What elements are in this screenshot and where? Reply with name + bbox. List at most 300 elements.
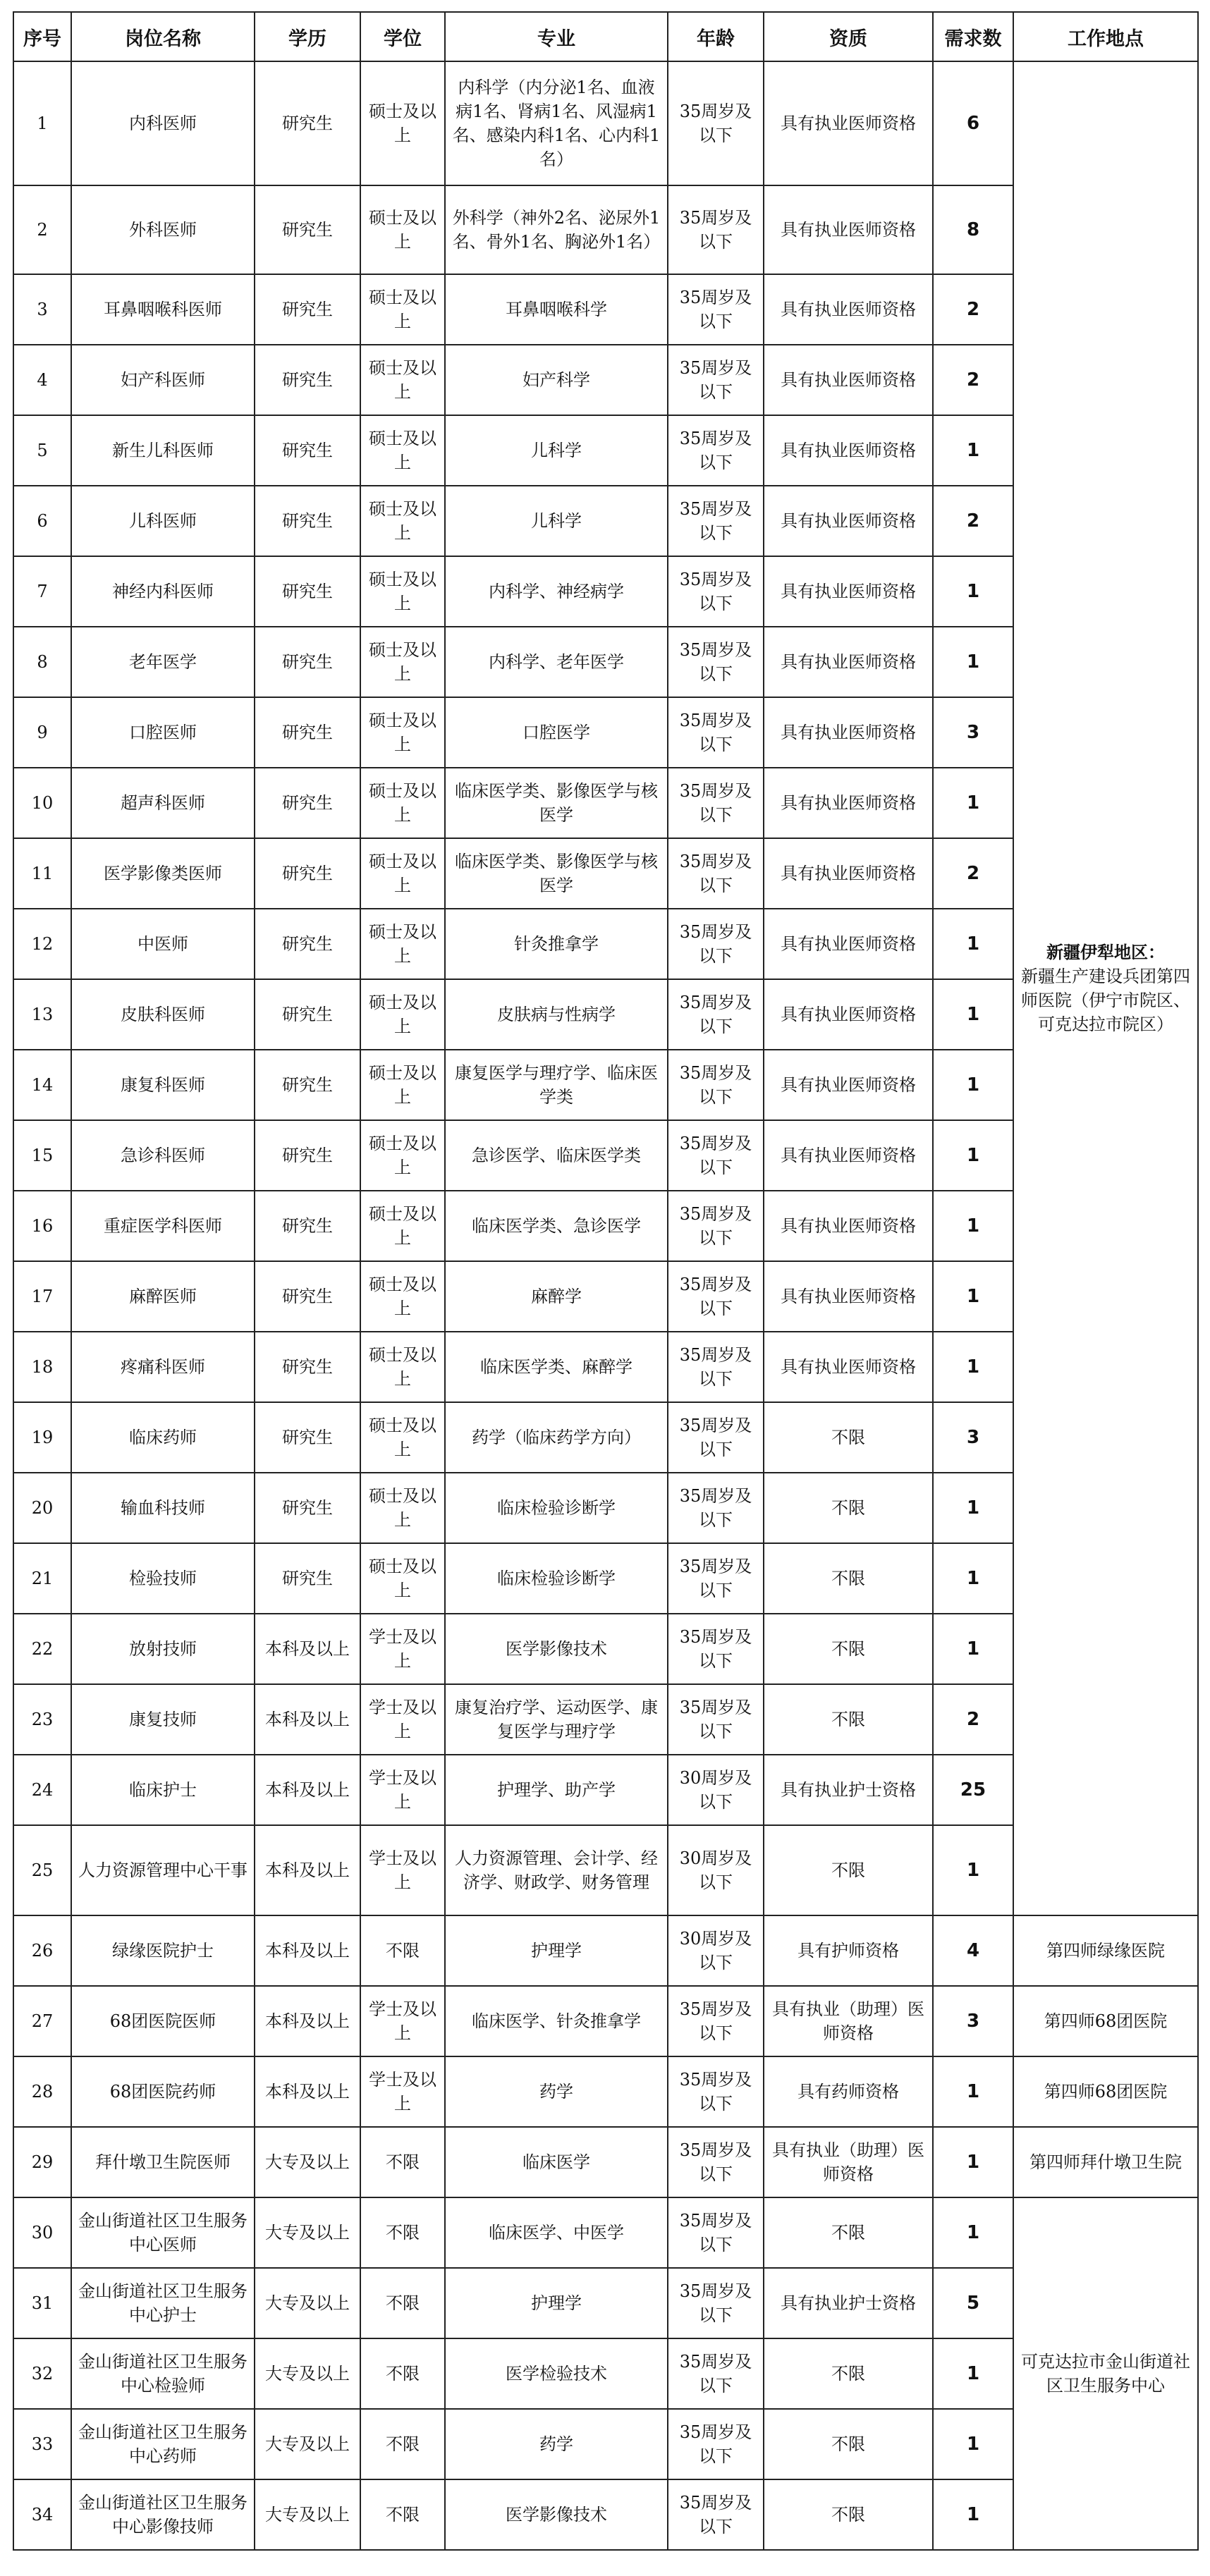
cell-age: 35周岁及以下 <box>668 1402 764 1473</box>
cell-age: 30周岁及以下 <box>668 1915 764 1986</box>
cell-location <box>1013 61 1198 1915</box>
header-position: 岗位名称 <box>71 12 255 61</box>
cell-id: 31 <box>13 2268 71 2338</box>
cell-degree: 学士及以上 <box>360 1614 445 1684</box>
cell-degree: 硕士及以上 <box>360 1473 445 1543</box>
cell-degree: 硕士及以上 <box>360 61 445 185</box>
cell-age: 35周岁及以下 <box>668 768 764 838</box>
cell-major: 内科学、老年医学 <box>445 627 668 697</box>
cell-education: 研究生 <box>255 627 360 697</box>
cell-education: 大专及以上 <box>255 2338 360 2409</box>
cell-degree: 不限 <box>360 2409 445 2479</box>
cell-major: 儿科学 <box>445 486 668 556</box>
cell-major: 护理学 <box>445 2268 668 2338</box>
cell-degree: 硕士及以上 <box>360 1402 445 1473</box>
cell-position: 神经内科医师 <box>71 556 255 627</box>
cell-age: 35周岁及以下 <box>668 838 764 909</box>
cell-count: 1 <box>933 627 1013 697</box>
cell-position: 新生儿科医师 <box>71 415 255 486</box>
cell-age: 35周岁及以下 <box>668 486 764 556</box>
cell-position: 重症医学科医师 <box>71 1191 255 1261</box>
cell-degree: 硕士及以上 <box>360 1191 445 1261</box>
cell-id: 17 <box>13 1261 71 1332</box>
cell-count: 25 <box>933 1755 1013 1825</box>
cell-education: 研究生 <box>255 61 360 185</box>
cell-major: 护理学 <box>445 1915 668 1986</box>
cell-position: 临床药师 <box>71 1402 255 1473</box>
cell-degree: 硕士及以上 <box>360 185 445 274</box>
cell-age: 35周岁及以下 <box>668 697 764 768</box>
cell-degree: 硕士及以上 <box>360 1261 445 1332</box>
cell-qualification: 具有执业医师资格 <box>764 909 933 979</box>
cell-qualification: 具有执业护士资格 <box>764 2268 933 2338</box>
cell-count: 1 <box>933 1332 1013 1402</box>
cell-id: 21 <box>13 1543 71 1614</box>
header-degree: 学位 <box>360 12 445 61</box>
cell-position: 68团医院药师 <box>71 2056 255 2127</box>
table-row <box>13 1986 1198 2056</box>
cell-id: 5 <box>13 415 71 486</box>
cell-position: 金山街道社区卫生服务中心医师 <box>71 2197 255 2268</box>
cell-degree: 不限 <box>360 2479 445 2550</box>
cell-position: 绿缘医院护士 <box>71 1915 255 1986</box>
cell-id: 9 <box>13 697 71 768</box>
cell-qualification: 不限 <box>764 1825 933 1915</box>
cell-age: 35周岁及以下 <box>668 185 764 274</box>
cell-id: 24 <box>13 1755 71 1825</box>
cell-major: 药学（临床药学方向） <box>445 1402 668 1473</box>
recruitment-table <box>13 11 1199 2551</box>
cell-age: 35周岁及以下 <box>668 1986 764 2056</box>
cell-major: 人力资源管理、会计学、经济学、财政学、财务管理 <box>445 1825 668 1915</box>
cell-count: 1 <box>933 2479 1013 2550</box>
cell-degree: 硕士及以上 <box>360 486 445 556</box>
cell-position: 拜什墩卫生院医师 <box>71 2127 255 2197</box>
cell-education: 大专及以上 <box>255 2127 360 2197</box>
cell-id: 6 <box>13 486 71 556</box>
cell-major: 护理学、助产学 <box>445 1755 668 1825</box>
cell-degree: 硕士及以上 <box>360 1050 445 1120</box>
cell-major: 外科学（神外2名、泌尿外1名、骨外1名、胸泌外1名） <box>445 185 668 274</box>
cell-location <box>1013 2056 1198 2127</box>
cell-qualification: 不限 <box>764 2338 933 2409</box>
cell-position: 外科医师 <box>71 185 255 274</box>
cell-id: 20 <box>13 1473 71 1543</box>
cell-education: 研究生 <box>255 1120 360 1191</box>
cell-qualification: 具有执业医师资格 <box>764 1332 933 1402</box>
cell-degree: 不限 <box>360 1915 445 1986</box>
cell-age: 35周岁及以下 <box>668 1543 764 1614</box>
cell-qualification: 具有执业医师资格 <box>764 1120 933 1191</box>
cell-id: 18 <box>13 1332 71 1402</box>
cell-qualification: 不限 <box>764 1402 933 1473</box>
cell-position: 耳鼻咽喉科医师 <box>71 274 255 345</box>
cell-count: 3 <box>933 697 1013 768</box>
cell-education: 本科及以上 <box>255 1986 360 2056</box>
cell-education: 研究生 <box>255 486 360 556</box>
cell-count: 1 <box>933 556 1013 627</box>
cell-major: 药学 <box>445 2409 668 2479</box>
cell-id: 11 <box>13 838 71 909</box>
cell-age: 35周岁及以下 <box>668 2409 764 2479</box>
cell-education: 大专及以上 <box>255 2409 360 2479</box>
cell-age: 35周岁及以下 <box>668 556 764 627</box>
cell-qualification: 具有执业医师资格 <box>764 979 933 1050</box>
cell-degree: 学士及以上 <box>360 2056 445 2127</box>
cell-id: 14 <box>13 1050 71 1120</box>
cell-education: 大专及以上 <box>255 2268 360 2338</box>
cell-qualification: 具有执业医师资格 <box>764 627 933 697</box>
cell-count: 1 <box>933 1191 1013 1261</box>
cell-count: 1 <box>933 1825 1013 1915</box>
cell-education: 本科及以上 <box>255 1684 360 1755</box>
cell-position: 金山街道社区卫生服务中心影像技师 <box>71 2479 255 2550</box>
cell-qualification: 具有执业医师资格 <box>764 185 933 274</box>
cell-age: 35周岁及以下 <box>668 274 764 345</box>
cell-education: 研究生 <box>255 345 360 415</box>
cell-degree: 硕士及以上 <box>360 274 445 345</box>
location-text: 第四师绿缘医院 <box>1046 1941 1165 1961</box>
cell-qualification: 具有执业医师资格 <box>764 1050 933 1120</box>
cell-count: 1 <box>933 979 1013 1050</box>
recruitment-table-wrapper <box>13 11 1199 2551</box>
cell-major: 医学检验技术 <box>445 2338 668 2409</box>
cell-count: 1 <box>933 2409 1013 2479</box>
cell-position: 疼痛科医师 <box>71 1332 255 1402</box>
cell-degree: 硕士及以上 <box>360 1332 445 1402</box>
cell-age: 35周岁及以下 <box>668 1050 764 1120</box>
cell-age: 35周岁及以下 <box>668 345 764 415</box>
cell-age: 35周岁及以下 <box>668 1614 764 1684</box>
cell-location <box>1013 1915 1198 1986</box>
cell-age: 35周岁及以下 <box>668 1684 764 1755</box>
location-title: 新疆伊犁地区： <box>1046 942 1165 962</box>
cell-major: 临床医学、中医学 <box>445 2197 668 2268</box>
cell-qualification: 具有执业医师资格 <box>764 697 933 768</box>
cell-position: 输血科技师 <box>71 1473 255 1543</box>
cell-major: 临床医学类、麻醉学 <box>445 1332 668 1402</box>
cell-id: 27 <box>13 1986 71 2056</box>
cell-qualification: 具有执业医师资格 <box>764 556 933 627</box>
cell-education: 研究生 <box>255 768 360 838</box>
cell-id: 1 <box>13 61 71 185</box>
cell-education: 本科及以上 <box>255 1755 360 1825</box>
cell-qualification: 不限 <box>764 2197 933 2268</box>
cell-count: 1 <box>933 768 1013 838</box>
cell-id: 29 <box>13 2127 71 2197</box>
cell-position: 儿科医师 <box>71 486 255 556</box>
header-major: 专业 <box>445 12 668 61</box>
cell-qualification: 具有执业（助理）医师资格 <box>764 1986 933 2056</box>
cell-age: 35周岁及以下 <box>668 909 764 979</box>
table-row <box>13 2056 1198 2127</box>
cell-degree: 硕士及以上 <box>360 909 445 979</box>
cell-education: 研究生 <box>255 274 360 345</box>
cell-major: 临床检验诊断学 <box>445 1543 668 1614</box>
cell-degree: 硕士及以上 <box>360 838 445 909</box>
cell-id: 34 <box>13 2479 71 2550</box>
cell-degree: 不限 <box>360 2338 445 2409</box>
cell-education: 研究生 <box>255 1261 360 1332</box>
cell-id: 33 <box>13 2409 71 2479</box>
cell-major: 康复医学与理疗学、临床医学类 <box>445 1050 668 1120</box>
cell-id: 26 <box>13 1915 71 1986</box>
cell-major: 耳鼻咽喉科学 <box>445 274 668 345</box>
cell-degree: 硕士及以上 <box>360 1543 445 1614</box>
cell-position: 麻醉医师 <box>71 1261 255 1332</box>
cell-major: 临床医学类、急诊医学 <box>445 1191 668 1261</box>
cell-age: 35周岁及以下 <box>668 1120 764 1191</box>
cell-education: 研究生 <box>255 1402 360 1473</box>
cell-count: 8 <box>933 185 1013 274</box>
cell-education: 研究生 <box>255 1332 360 1402</box>
header-qualification: 资质 <box>764 12 933 61</box>
cell-education: 大专及以上 <box>255 2479 360 2550</box>
cell-degree: 学士及以上 <box>360 1755 445 1825</box>
cell-id: 4 <box>13 345 71 415</box>
cell-count: 3 <box>933 1986 1013 2056</box>
cell-degree: 不限 <box>360 2197 445 2268</box>
cell-count: 2 <box>933 486 1013 556</box>
table-row <box>13 2197 1198 2268</box>
cell-position: 口腔医师 <box>71 697 255 768</box>
cell-qualification: 具有执业医师资格 <box>764 768 933 838</box>
cell-major: 妇产科学 <box>445 345 668 415</box>
cell-id: 13 <box>13 979 71 1050</box>
cell-count: 6 <box>933 61 1013 185</box>
cell-degree: 硕士及以上 <box>360 345 445 415</box>
cell-education: 研究生 <box>255 979 360 1050</box>
cell-id: 12 <box>13 909 71 979</box>
cell-education: 大专及以上 <box>255 2197 360 2268</box>
cell-position: 超声科医师 <box>71 768 255 838</box>
cell-count: 1 <box>933 909 1013 979</box>
cell-position: 康复技师 <box>71 1684 255 1755</box>
cell-count: 1 <box>933 2338 1013 2409</box>
cell-count: 2 <box>933 1684 1013 1755</box>
cell-education: 研究生 <box>255 415 360 486</box>
cell-qualification: 不限 <box>764 1473 933 1543</box>
cell-id: 2 <box>13 185 71 274</box>
table-row <box>13 61 1198 185</box>
cell-degree: 硕士及以上 <box>360 768 445 838</box>
cell-degree: 硕士及以上 <box>360 556 445 627</box>
cell-count: 2 <box>933 838 1013 909</box>
cell-age: 35周岁及以下 <box>668 979 764 1050</box>
cell-degree: 硕士及以上 <box>360 627 445 697</box>
table-header-row <box>13 12 1198 61</box>
cell-count: 2 <box>933 274 1013 345</box>
cell-major: 临床医学 <box>445 2127 668 2197</box>
cell-position: 人力资源管理中心干事 <box>71 1825 255 1915</box>
cell-count: 1 <box>933 1614 1013 1684</box>
cell-major: 药学 <box>445 2056 668 2127</box>
cell-major: 急诊医学、临床医学类 <box>445 1120 668 1191</box>
cell-degree: 学士及以上 <box>360 1825 445 1915</box>
cell-age: 35周岁及以下 <box>668 2056 764 2127</box>
cell-age: 30周岁及以下 <box>668 1825 764 1915</box>
cell-qualification: 不限 <box>764 2409 933 2479</box>
cell-degree: 学士及以上 <box>360 1684 445 1755</box>
cell-qualification: 具有执业医师资格 <box>764 486 933 556</box>
cell-age: 35周岁及以下 <box>668 1191 764 1261</box>
cell-position: 临床护士 <box>71 1755 255 1825</box>
cell-id: 15 <box>13 1120 71 1191</box>
cell-qualification: 不限 <box>764 1684 933 1755</box>
cell-major: 临床医学、针灸推拿学 <box>445 1986 668 2056</box>
cell-position: 老年医学 <box>71 627 255 697</box>
cell-age: 35周岁及以下 <box>668 415 764 486</box>
cell-id: 3 <box>13 274 71 345</box>
cell-count: 1 <box>933 2056 1013 2127</box>
cell-education: 本科及以上 <box>255 1915 360 1986</box>
cell-position: 急诊科医师 <box>71 1120 255 1191</box>
cell-count: 1 <box>933 2197 1013 2268</box>
cell-position: 皮肤科医师 <box>71 979 255 1050</box>
cell-qualification: 具有执业医师资格 <box>764 345 933 415</box>
cell-location <box>1013 2127 1198 2197</box>
cell-major: 内科学、神经病学 <box>445 556 668 627</box>
cell-degree: 不限 <box>360 2127 445 2197</box>
cell-qualification: 具有执业医师资格 <box>764 274 933 345</box>
cell-count: 1 <box>933 1543 1013 1614</box>
cell-position: 金山街道社区卫生服务中心护士 <box>71 2268 255 2338</box>
cell-id: 19 <box>13 1402 71 1473</box>
cell-age: 35周岁及以下 <box>668 2197 764 2268</box>
cell-count: 1 <box>933 1473 1013 1543</box>
header-id: 序号 <box>13 12 71 61</box>
cell-qualification: 具有执业医师资格 <box>764 1261 933 1332</box>
location-text: 第四师68团医院 <box>1044 2011 1168 2031</box>
cell-id: 16 <box>13 1191 71 1261</box>
cell-position: 检验技师 <box>71 1543 255 1614</box>
cell-major: 临床检验诊断学 <box>445 1473 668 1543</box>
cell-position: 放射技师 <box>71 1614 255 1684</box>
cell-count: 1 <box>933 2127 1013 2197</box>
cell-qualification: 具有执业医师资格 <box>764 415 933 486</box>
cell-position: 金山街道社区卫生服务中心检验师 <box>71 2338 255 2409</box>
cell-count: 3 <box>933 1402 1013 1473</box>
cell-major: 儿科学 <box>445 415 668 486</box>
cell-major: 内科学（内分泌1名、血液病1名、肾病1名、风湿病1名、感染内科1名、心内科1名） <box>445 61 668 185</box>
cell-qualification: 不限 <box>764 2479 933 2550</box>
cell-education: 研究生 <box>255 697 360 768</box>
cell-count: 1 <box>933 1120 1013 1191</box>
cell-age: 35周岁及以下 <box>668 2479 764 2550</box>
header-count: 需求数 <box>933 12 1013 61</box>
location-text: 新疆生产建设兵团第四师医院（伊宁市院区、可克达拉市院区） <box>1021 967 1190 1034</box>
cell-position: 中医师 <box>71 909 255 979</box>
cell-qualification: 具有执业医师资格 <box>764 61 933 185</box>
cell-education: 研究生 <box>255 1050 360 1120</box>
cell-major: 针灸推拿学 <box>445 909 668 979</box>
cell-degree: 硕士及以上 <box>360 697 445 768</box>
location-text: 可克达拉市金山街道社区卫生服务中心 <box>1021 2352 1190 2396</box>
cell-position: 金山街道社区卫生服务中心药师 <box>71 2409 255 2479</box>
cell-degree: 硕士及以上 <box>360 1120 445 1191</box>
cell-count: 1 <box>933 1050 1013 1120</box>
cell-education: 研究生 <box>255 1543 360 1614</box>
header-education: 学历 <box>255 12 360 61</box>
cell-education: 研究生 <box>255 1473 360 1543</box>
cell-major: 医学影像技术 <box>445 2479 668 2550</box>
cell-id: 22 <box>13 1614 71 1684</box>
cell-location <box>1013 2197 1198 2550</box>
cell-id: 8 <box>13 627 71 697</box>
cell-position: 医学影像类医师 <box>71 838 255 909</box>
cell-major: 口腔医学 <box>445 697 668 768</box>
cell-age: 35周岁及以下 <box>668 2127 764 2197</box>
cell-count: 1 <box>933 1261 1013 1332</box>
cell-qualification: 具有执业护士资格 <box>764 1755 933 1825</box>
cell-major: 医学影像技术 <box>445 1614 668 1684</box>
location-text: 第四师拜什墩卫生院 <box>1029 2152 1182 2172</box>
cell-id: 25 <box>13 1825 71 1915</box>
cell-education: 本科及以上 <box>255 1825 360 1915</box>
cell-degree: 硕士及以上 <box>360 979 445 1050</box>
cell-position: 68团医院医师 <box>71 1986 255 2056</box>
cell-age: 35周岁及以下 <box>668 2268 764 2338</box>
table-row <box>13 1915 1198 1986</box>
cell-position: 内科医师 <box>71 61 255 185</box>
cell-id: 30 <box>13 2197 71 2268</box>
cell-location <box>1013 1986 1198 2056</box>
cell-count: 4 <box>933 1915 1013 1986</box>
cell-id: 7 <box>13 556 71 627</box>
cell-education: 研究生 <box>255 838 360 909</box>
cell-age: 35周岁及以下 <box>668 2338 764 2409</box>
cell-position: 妇产科医师 <box>71 345 255 415</box>
header-age: 年龄 <box>668 12 764 61</box>
cell-id: 23 <box>13 1684 71 1755</box>
cell-major: 临床医学类、影像医学与核医学 <box>445 768 668 838</box>
cell-education: 本科及以上 <box>255 2056 360 2127</box>
cell-major: 麻醉学 <box>445 1261 668 1332</box>
cell-qualification: 具有护师资格 <box>764 1915 933 1986</box>
cell-qualification: 具有执业（助理）医师资格 <box>764 2127 933 2197</box>
cell-education: 研究生 <box>255 1191 360 1261</box>
cell-id: 10 <box>13 768 71 838</box>
cell-education: 本科及以上 <box>255 1614 360 1684</box>
cell-qualification: 不限 <box>764 1543 933 1614</box>
cell-count: 5 <box>933 2268 1013 2338</box>
location-text: 第四师68团医院 <box>1044 2082 1168 2102</box>
cell-position: 康复科医师 <box>71 1050 255 1120</box>
cell-count: 1 <box>933 415 1013 486</box>
cell-degree: 硕士及以上 <box>360 415 445 486</box>
header-location: 工作地点 <box>1013 12 1198 61</box>
cell-count: 2 <box>933 345 1013 415</box>
cell-age: 35周岁及以下 <box>668 627 764 697</box>
cell-age: 35周岁及以下 <box>668 61 764 185</box>
cell-major: 临床医学类、影像医学与核医学 <box>445 838 668 909</box>
cell-education: 研究生 <box>255 556 360 627</box>
table-row <box>13 2127 1198 2197</box>
cell-degree: 学士及以上 <box>360 1986 445 2056</box>
cell-degree: 不限 <box>360 2268 445 2338</box>
cell-qualification: 具有药师资格 <box>764 2056 933 2127</box>
cell-qualification: 具有执业医师资格 <box>764 838 933 909</box>
cell-age: 35周岁及以下 <box>668 1261 764 1332</box>
cell-qualification: 不限 <box>764 1614 933 1684</box>
cell-id: 28 <box>13 2056 71 2127</box>
cell-qualification: 具有执业医师资格 <box>764 1191 933 1261</box>
cell-major: 皮肤病与性病学 <box>445 979 668 1050</box>
cell-age: 35周岁及以下 <box>668 1332 764 1402</box>
cell-education: 研究生 <box>255 185 360 274</box>
cell-age: 35周岁及以下 <box>668 1473 764 1543</box>
cell-age: 30周岁及以下 <box>668 1755 764 1825</box>
